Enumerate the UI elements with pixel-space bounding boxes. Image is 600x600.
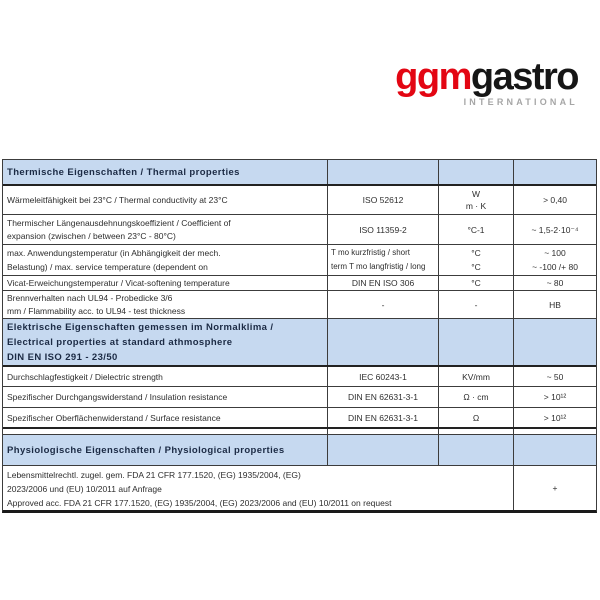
- empty-cell: [439, 319, 514, 365]
- standard-line: term T mo langfristig / long: [331, 262, 426, 271]
- unit-line: °C: [471, 262, 481, 272]
- table-row-vicat-softening: [3, 276, 596, 291]
- table-row-surface-resistance: [3, 408, 596, 429]
- value-line: HB: [549, 299, 561, 310]
- empty-cell: [514, 319, 596, 365]
- property-cell: [3, 276, 328, 290]
- section-title: [3, 319, 328, 365]
- section-header-physiological: [3, 435, 596, 466]
- property-cell: [3, 215, 328, 244]
- ggm-gastro-logo: [395, 58, 578, 107]
- unit-line: °C: [471, 248, 481, 258]
- standard-line: T mo kurzfristig / short: [331, 248, 410, 257]
- property-line: Belastung) / max. service temperature (dependent on: [7, 262, 208, 272]
- property-cell: [3, 387, 328, 407]
- unit-cell: [439, 186, 514, 214]
- unit-line: -: [474, 299, 478, 310]
- property-line: Approved acc. FDA 21 CFR 177.1520, (EG) 1935/2004, (EG) 2023/2006 and (EU) 10/2011 on request: [7, 498, 392, 508]
- property-line: Lebensmittelrechtl. zugel. gem. FDA 21 CFR 177.1520, (EG) 1935/2004, (EG): [7, 470, 301, 480]
- test-standard-cell: [328, 291, 439, 318]
- value-line: +: [552, 483, 558, 493]
- standard-line: ISO 11359-2: [359, 224, 407, 235]
- empty-cell: [328, 435, 439, 465]
- value-cell: [514, 276, 596, 290]
- unit-cell: [439, 408, 514, 427]
- property-line: expansion (zwischen / between 23°C - 80°C): [7, 230, 176, 241]
- property-line: Spezifischer Oberflächenwiderstand / Surface resistance: [7, 412, 221, 423]
- logo-ggm-text: ggm: [395, 56, 471, 98]
- empty-cell: [514, 435, 596, 465]
- value-cell: [514, 466, 596, 510]
- standard-line: ISO 52612: [362, 195, 404, 205]
- property-line: mm / Flammability acc. to UL94 - test thickness: [7, 305, 186, 316]
- value-line: ~ 100: [544, 248, 566, 258]
- value-cell: [514, 367, 596, 386]
- property-line: Wärmeleitfähigkeit bei 23°C / Thermal conductivity at 23°C: [7, 195, 228, 205]
- empty-cell: [3, 429, 328, 434]
- empty-cell: [328, 429, 439, 434]
- table-row-expansion-coefficient: [3, 215, 596, 245]
- value-line: ~ 50: [546, 371, 564, 382]
- table-row-max-service-temperature: [3, 245, 596, 276]
- standard-line: DIN EN 62631-3-1: [348, 392, 418, 402]
- value-cell: [514, 387, 596, 407]
- logo-international-text: INTERNATIONAL: [463, 97, 578, 107]
- value-line: > 10¹²: [543, 412, 567, 423]
- empty-cell: [439, 435, 514, 465]
- unit-line: m · K: [465, 201, 487, 211]
- empty-cell: [328, 319, 439, 365]
- unit-line: °C: [471, 278, 481, 288]
- empty-cell: [514, 429, 596, 434]
- unit-cell: [439, 215, 514, 244]
- value-line: > 10¹²: [543, 392, 567, 402]
- unit-line: KV/mm: [462, 371, 490, 382]
- section-title-line: DIN EN ISO 291 - 23/50: [7, 351, 118, 363]
- test-standard-cell: [328, 186, 439, 214]
- unit-line: °C-1: [467, 224, 485, 235]
- table-row-food-approval: [3, 466, 596, 510]
- test-standard-cell: [328, 245, 439, 275]
- unit-cell: [439, 245, 514, 275]
- logo-gastro-text: gastro: [470, 56, 578, 98]
- table-row-flammability: [3, 291, 596, 319]
- unit-line: W: [471, 189, 481, 199]
- standard-line: -: [381, 299, 385, 310]
- section-title-line: Electrical properties at standard athmosphere: [7, 336, 233, 348]
- standard-line: DIN EN 62631-3-1: [348, 412, 418, 423]
- unit-cell: [439, 291, 514, 318]
- property-line: max. Anwendungstemperatur (in Abhängigkeit der mech.: [7, 248, 221, 258]
- empty-cell: [439, 429, 514, 434]
- test-standard-cell: [328, 276, 439, 290]
- unit-cell: [439, 276, 514, 290]
- unit-line: Ω · cm: [463, 392, 489, 402]
- property-cell: [3, 291, 328, 318]
- standard-line: IEC 60243-1: [359, 371, 407, 382]
- value-cell: [514, 215, 596, 244]
- section-header-thermal: [3, 160, 596, 186]
- value-cell: [514, 408, 596, 427]
- test-standard-cell: [328, 215, 439, 244]
- unit-line: Ω: [472, 412, 480, 423]
- empty-cell: [514, 160, 596, 184]
- unit-cell: [439, 367, 514, 386]
- test-standard-cell: [328, 367, 439, 386]
- standard-line: DIN EN ISO 306: [351, 278, 415, 288]
- table-row-insulation-resistance: [3, 387, 596, 408]
- section-title: Physiologische Eigenschaften / Physiological properties: [3, 435, 328, 465]
- property-cell: [3, 245, 328, 275]
- value-cell: [514, 186, 596, 214]
- section-title: Thermische Eigenschaften / Thermal properties: [3, 160, 328, 184]
- property-cell: [3, 408, 328, 427]
- property-cell: [3, 186, 328, 214]
- value-line: ~ 1,5-2·10⁻⁴: [531, 224, 579, 235]
- property-line: Vicat-Erweichungstemperatur / Vicat-softening temperature: [7, 278, 230, 288]
- test-standard-cell: [328, 408, 439, 427]
- empty-cell: [439, 160, 514, 184]
- value-cell: [514, 245, 596, 275]
- property-line: 2023/2006 und (EU) 10/2011 auf Anfrage: [7, 484, 162, 494]
- table-row-thermal-conductivity: [3, 186, 596, 215]
- section-title-line: Elektrische Eigenschaften gemessen im Normalklima /: [7, 321, 274, 333]
- section-header-electrical: [3, 319, 596, 367]
- test-standard-cell: [328, 387, 439, 407]
- value-line: ~ -100 /+ 80: [532, 262, 578, 272]
- property-line: Thermischer Längenausdehnungskoeffizient / Coefficient of: [7, 217, 231, 228]
- properties-table: [2, 159, 597, 513]
- value-line: ~ 80: [546, 278, 564, 288]
- value-cell: [514, 291, 596, 318]
- property-line: Durchschlagfestigkeit / Dielectric strength: [7, 371, 163, 382]
- logo-wordmark: [395, 58, 578, 96]
- value-line: > 0,40: [543, 195, 567, 205]
- property-cell-merged: [3, 466, 514, 510]
- property-line: Brennverhalten nach UL94 - Probedicke 3/6: [7, 292, 173, 303]
- property-line: Spezifischer Durchgangswiderstand / Insulation resistance: [7, 392, 228, 402]
- property-cell: [3, 367, 328, 386]
- empty-cell: [328, 160, 439, 184]
- unit-cell: [439, 387, 514, 407]
- table-row-dielectric-strength: [3, 367, 596, 387]
